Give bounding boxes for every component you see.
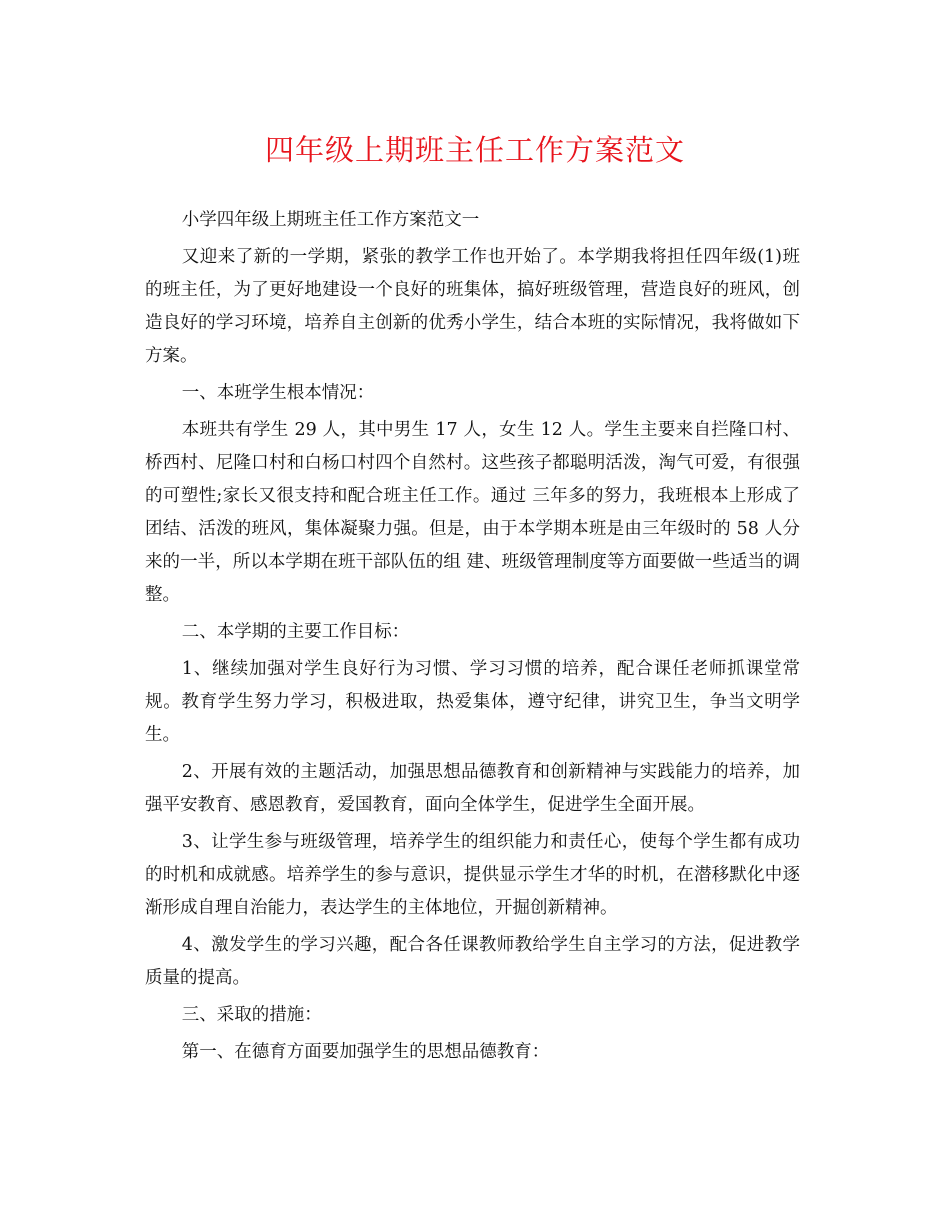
paragraph-goal-4: 4、激发学生的学习兴趣，配合各任课教师教给学生自主学习的方法，促进教学质量的提高。 [145, 935, 800, 988]
paragraph-goal-3: 3、让学生参与班级管理，培养学生的组织能力和责任心，使每个学生都有成功的时机和成就感。培养学生的参与意识，提供显示学生才华的时机，在潜移默化中逐渐形成自理自治能力，表达学生的主体地位，开掘创新精神。 [145, 832, 800, 918]
paragraph-subtitle: 小学四年级上期班主任工作方案范文一 [181, 210, 480, 230]
paragraph-class-situation: 本班共有学生 29 人，其中男生 17 人，女生 12 人。学生主要来自拦隆口村、桥西村、尼隆口村和白杨口村四个自然村。这些孩子都聪明活泼，淘气可爱，有很强的可塑性;家长又很支持和配合班主任工作。通过 三年多的努力，我班根本上形成了团结、活泼的班风，集体凝聚力强。但是，由于本学期本班是由三年级时的 58 人分来的一半，所以本学期在班干部队伍的组 建、班级管理制度等方面要做一些适当的调整。 [145, 420, 800, 605]
section-heading-2: 二、本学期的主要工作目标： [181, 622, 410, 642]
section-heading-3: 三、采取的措施： [181, 1005, 322, 1025]
paragraph-measure-1: 第一、在德育方面要加强学生的思想品德教育： [181, 1042, 550, 1062]
document-body [145, 204, 800, 1073]
paragraph-intro: 又迎来了新的一学期，紧张的教学工作也开始了。本学期我将担任四年级(1)班的班主任，为了更好地建设一个良好的班集体，搞好班级管理，营造良好的班风，创造良好的学习环境，培养自主创新的优秀小学生，结合本班的实际情况，我将做如下方案。 [145, 247, 800, 366]
section-heading-1: 一、本班学生根本情况： [181, 383, 375, 403]
paragraph-goal-2: 2、开展有效的主题活动，加强思想品德教育和创新精神与实践能力的培养，加强平安教育、感恩教育，爱国教育，面向全体学生，促进学生全面开展。 [145, 762, 800, 815]
document-title: 四年级上期班主任工作方案范文 [264, 133, 685, 167]
paragraph-goal-1: 1、继续加强对学生良好行为习惯、学习习惯的培养，配合课任老师抓课堂常规。教育学生努力学习，积极进取，热爱集体，遵守纪律，讲究卫生，争当文明学生。 [145, 659, 800, 745]
